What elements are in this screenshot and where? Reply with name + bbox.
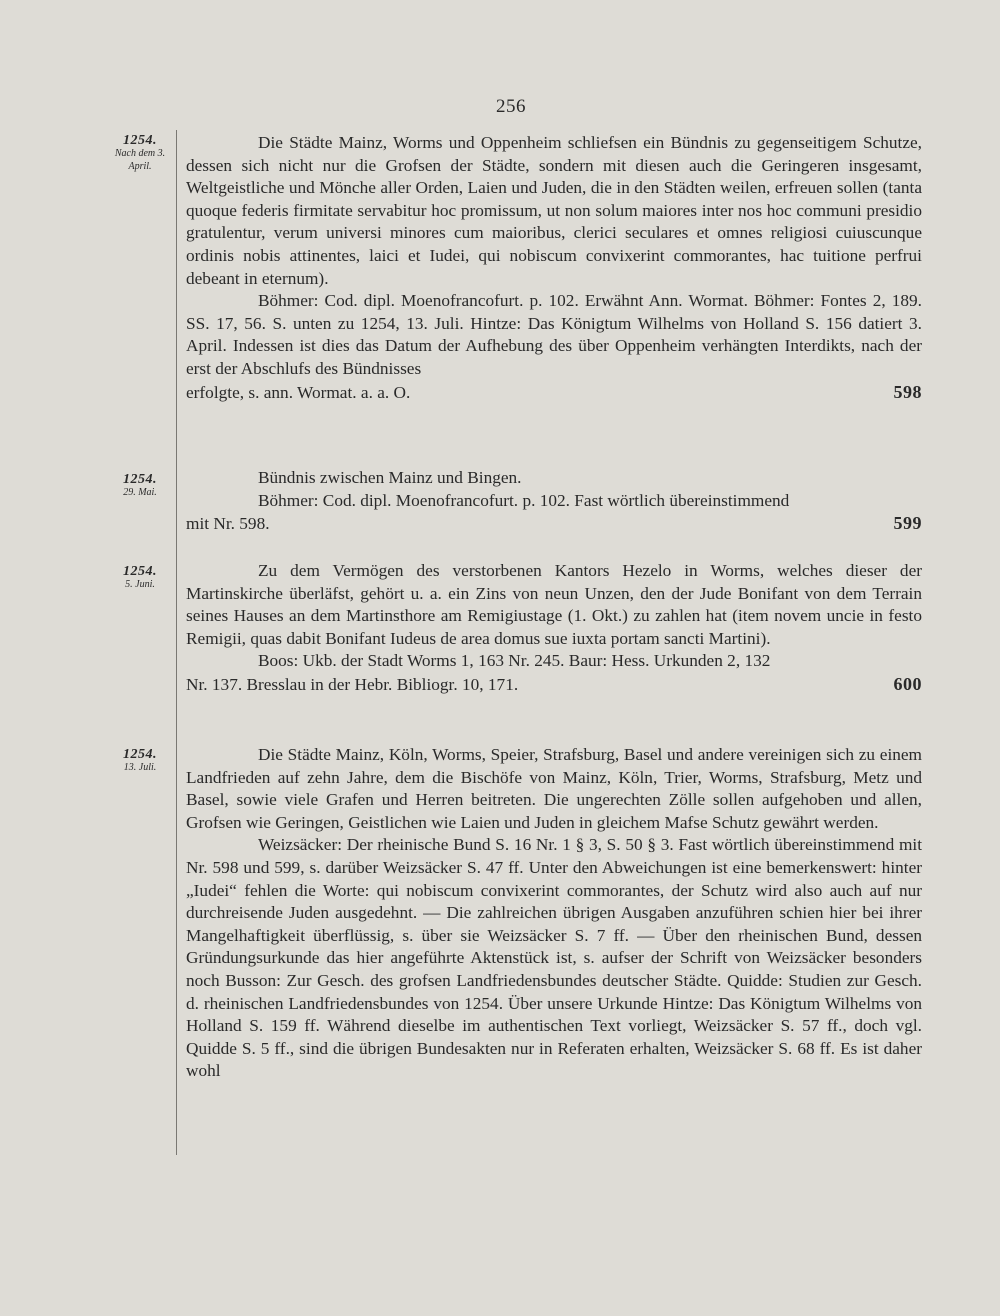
regest-number: 600: [893, 673, 922, 694]
regest-text: Zu dem Vermögen des verstorbenen Kantors Hezelo in Worms, welches dieser der Martinskirche überläfst, gehört u. a. ein Zins von neun Unzen, den der Jude Bonifant von dem Terrain seines Hauses an dem Martinsthore am Remigiustage (1. Okt.) zu zahlen hat (item novem uncie in festo Remigii, quas dabit Bonifant Iudeus de area domus sue iuxta portam sancti Martini).: [186, 561, 922, 648]
entry-body: [186, 467, 922, 536]
source-note: Boos: Ukb. der Stadt Worms 1, 163 Nr. 245. Baur: Hess. Urkunden 2, 132: [258, 651, 771, 671]
margin-year: 1254.: [123, 564, 157, 579]
regest-final-line: [186, 673, 922, 697]
source-note: Böhmer: Cod. dipl. Moenofrancofurt. p. 102. Fast wörtlich übereinstimmend: [258, 490, 790, 510]
entry-body: [186, 560, 922, 697]
margin-day: Nach dem 3. April.: [114, 148, 166, 172]
margin-day: 29. Mai.: [123, 487, 157, 498]
regest-text: Die Städte Mainz, Worms und Oppenheim schliefsen ein Bündnis zu gegenseitigem Schutze, dessen sich nicht nur die Grofsen der Städte, sondern mit diesen auch die Geringeren insgesamt, Weltgeistliche und Mönche aller Orden, Laien und Juden, die in den Städten weilen, erfreuen sollen (tanta quoque federis firmitate servabitur hoc promissum, ut non solum maiores inter nos hoc communi presidio gratulentur, verum universi minores cum maioribus, clerici seculares et omnes religiosi cuiuscunque ordinis nobis attinentes, laici et Iudei, qui nobiscum convixerint commorantes, hac tuitione perfrui debeant in eternum).: [186, 133, 922, 288]
page-number: 256: [496, 96, 526, 117]
margin-year: 1254.: [123, 472, 157, 487]
source-note-end: mit Nr. 598.: [186, 514, 270, 534]
margin-date: [108, 473, 172, 499]
margin-date: [108, 748, 172, 774]
source-note-end: Nr. 137. Bresslau in der Hebr. Bibliogr. 10, 171.: [186, 674, 519, 694]
source-note: Böhmer: Cod. dipl. Moenofrancofurt. p. 102. Erwähnt Ann. Wormat. Böhmer: Fontes 2, 189. SS. 17, 56. S. unten zu 1254, 13. Juli. Hintze: Das Königtum Wilhelms von Holland S. 156 datiert 3. April. Indessen ist dies das Datum der Aufhebung des über Oppenheim verhängten Interdikts, nach der erst der Abschlufs des Bündnisses: [186, 291, 922, 378]
margin-date: [108, 565, 172, 591]
entry-body: [186, 132, 922, 404]
margin-date: [108, 134, 172, 173]
margin-day: 5. Juni.: [125, 579, 155, 590]
regest-final-line: [186, 512, 922, 536]
margin-year: 1254.: [123, 133, 157, 148]
margin-rule: [176, 130, 177, 1155]
margin-year: 1254.: [123, 747, 157, 762]
regest-final-line: [186, 381, 922, 405]
regest-number: 598: [893, 381, 922, 402]
regest-text: Bündnis zwischen Mainz und Bingen.: [258, 468, 522, 487]
regest-text: Die Städte Mainz, Köln, Worms, Speier, Strafsburg, Basel und andere vereinigen sich zu einem Landfrieden auf zehn Jahre, dem die Bischöfe von Mainz, Köln, Trier, Worms, Strafsburg, Metz und Basel, sowie viele Grafen und Herren beitreten. Die ungerechten Zölle sollen aufgehoben und allen, Grofsen wie Geringen, Geistlichen wie Laien und Juden in gleichem Mafse Schutz gewährt werden.: [186, 745, 922, 832]
margin-day: 13. Juli.: [123, 762, 157, 773]
regest-number: 599: [893, 513, 922, 534]
source-note-end: erfolgte, s. ann. Wormat. a. a. O.: [186, 382, 411, 402]
entry-body: [186, 744, 922, 1083]
source-note: Weizsäcker: Der rheinische Bund S. 16 Nr. 1 § 3, S. 50 § 3. Fast wörtlich übereinstimmend mit Nr. 598 und 599, s. darüber Weizsäcker S. 47 ff. Unter den Abweichungen ist eine bemerkenswert: hinter „Iudei“ fehlen die Worte: qui nobiscum convixerint commorantes, der Schutz wird also auch auf nur durchreisende Juden ausgedehnt. — Die zahlreichen übrigen Ausgaben anzuführen schien hier bei ihrer Mangelhaftigkeit überflüssig, s. über sie Weizsäcker S. 7 ff. — Über den rheinischen Bund, dessen Gründungsurkunde das hier angeführte Aktenstück ist, s. aufser der Schrift von Weizsäcker besonders noch Busson: Zur Gesch. des grofsen Landfriedensbundes deutscher Städte. Quidde: Studien zur Gesch. d. rheinischen Landfriedensbundes von 1254. Über unsere Urkunde Hintze: Das Königtum Wilhelms von Holland S. 159 ff. Während dieselbe im authentischen Text vorliegt, Weizsäcker S. 57 ff., doch vgl. Quidde S. 5 ff., sind die übrigen Bundesakten nur in Referaten erhalten, Weizsäcker S. 68 ff. Es ist daher wohl: [186, 835, 922, 1081]
